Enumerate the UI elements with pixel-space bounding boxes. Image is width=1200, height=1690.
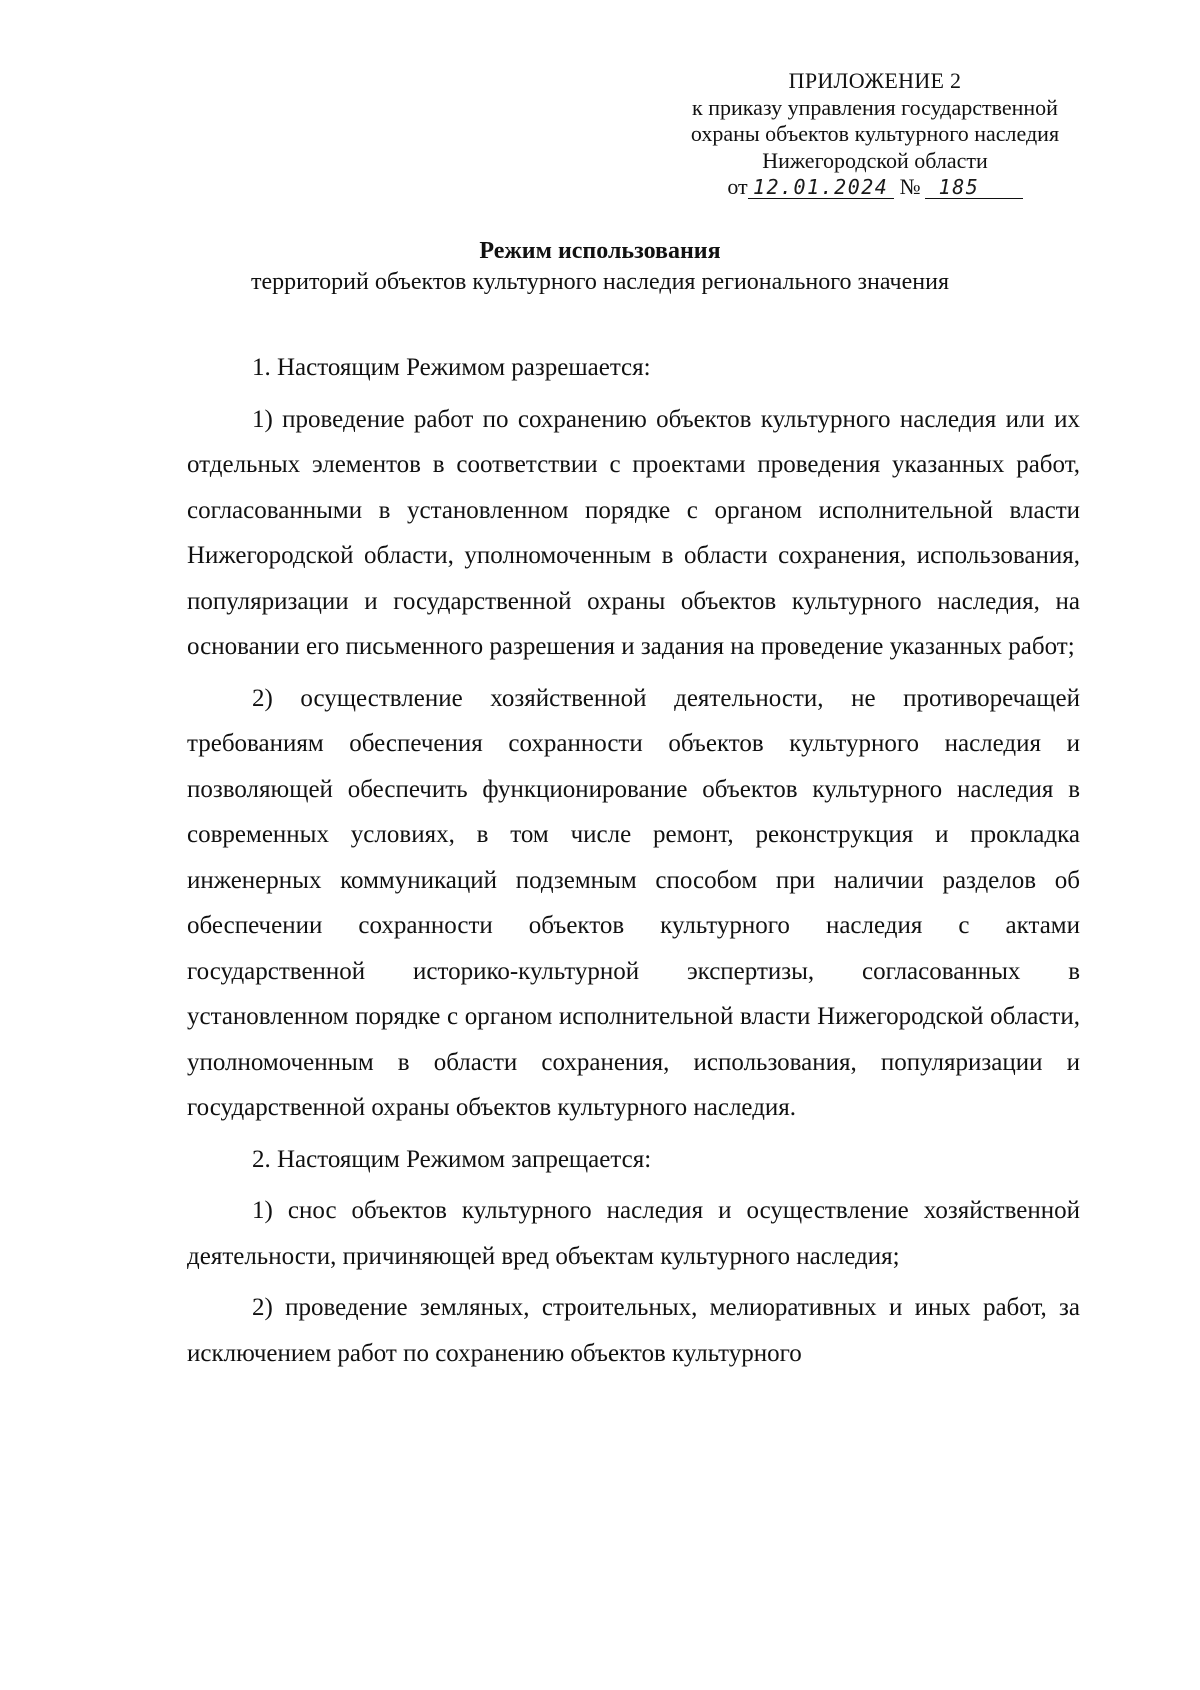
date-number-group: [727, 174, 1022, 201]
document-subtitle: территорий объектов культурного наследия регионального значения: [251, 269, 949, 295]
appendix-line-1: к приказу управления государственной: [692, 94, 1058, 120]
section-1-title: 1. Настоящим Режимом разрешается:: [252, 354, 651, 381]
date-prefix: от: [727, 174, 748, 199]
handwritten-date: 12.01.2024: [748, 176, 894, 199]
appendix-line-2: охраны объектов культурного наследия: [690, 121, 1060, 146]
section-1-item-2: 2) осуществление хозяйственной деятельности, не противоречащей требованиям обеспечения сохранности объектов культурного наследия и позволяющей обеспечить функционирование объектов культурного наследия в современных условиях, в том числе ремонт, реконструкция и прокладка инженерных коммуникаций подземным способом при наличии разделов об обеспечении сохранности объектов культурного наследия с актами государственной историко-культурной экспертизы, согласованных в установленном порядке с органом исполнительной власти Нижегородской области, уполномоченным в области сохранения, использования, популяризации и государственной охраны объектов культурного наследия.: [187, 684, 1080, 1121]
section-2-item-1: 1) снос объектов культурного наследия и осуществление хозяйственной деятельности, причиняющей вред объектам культурного наследия;: [187, 1197, 1080, 1270]
number-sign: №: [899, 174, 921, 199]
document-body: [187, 345, 1080, 1376]
appendix-line-3: Нижегородской области: [762, 147, 988, 173]
appendix-reference-block: [640, 68, 1110, 201]
document-heading: [150, 236, 1050, 298]
appendix-title: ПРИЛОЖЕНИЕ 2: [788, 68, 962, 93]
section-2-title: 2. Настоящим Режимом запрещается:: [252, 1145, 652, 1173]
document-title: Режим использования: [479, 238, 721, 264]
handwritten-number: 185: [925, 176, 1023, 199]
appendix-date-number-line: [640, 174, 1110, 201]
section-1-item-1: 1) проведение работ по сохранению объектов культурного наследия или их отдельных элементов в соответствии с проектами проведения указанных работ, согласованными в установленном порядке с органом исполнительной власти Нижегородской области, уполномоченным в области сохранения, использования, популяризации и государственной охраны объектов культурного наследия, на основании его письменного разрешения и задания на проведение указанных работ;: [187, 405, 1080, 660]
section-2-item-2: 2) проведение земляных, строительных, мелиоративных и иных работ, за исключением работ по сохранению объектов культурного: [187, 1294, 1080, 1367]
